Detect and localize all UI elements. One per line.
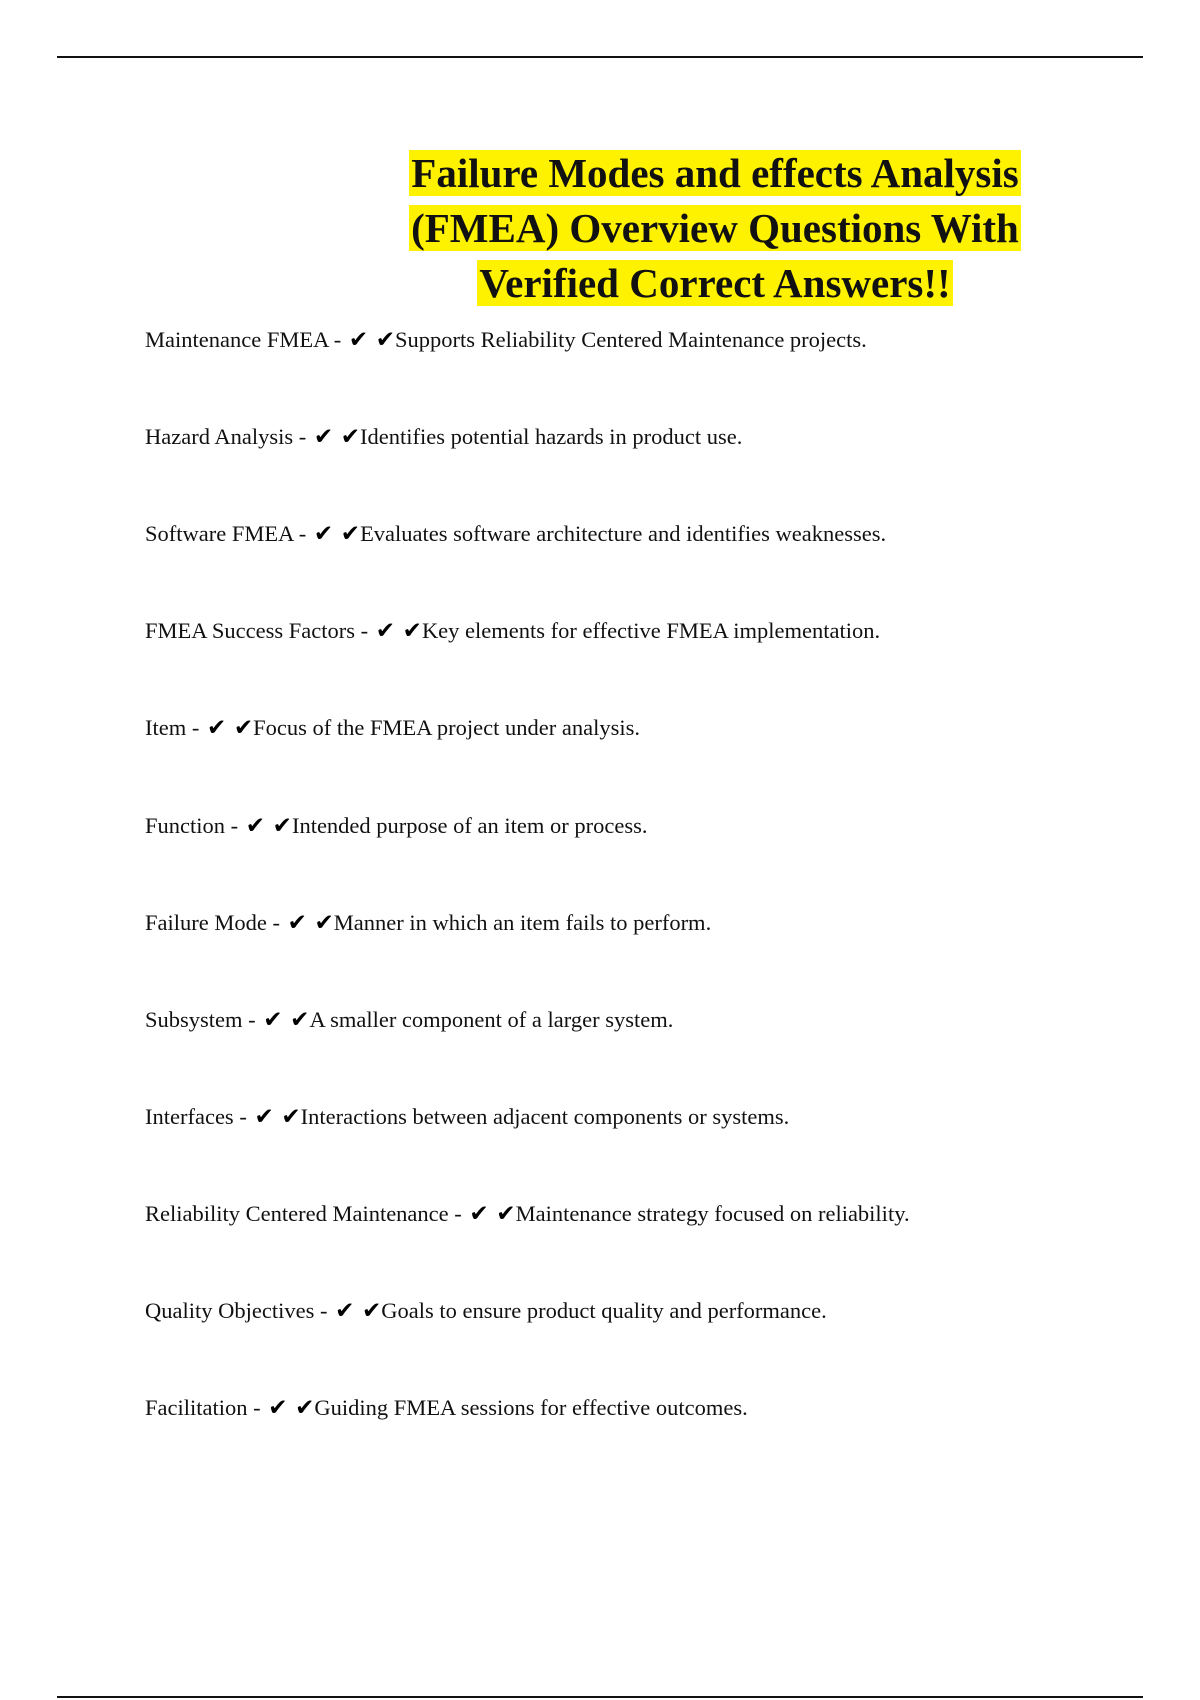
footer-rule (57, 1696, 1143, 1698)
qa-answer: Key elements for effective FMEA implementation. (421, 618, 881, 643)
qa-item (145, 422, 742, 452)
qa-item (145, 1393, 748, 1423)
qa-answer: Supports Reliability Centered Maintenance projects. (395, 327, 867, 352)
check-icon: ✔ (272, 813, 292, 839)
check-icon: ✔ (362, 1298, 382, 1324)
check-icon: ✔ (335, 1298, 355, 1324)
qa-answer: Guiding FMEA sessions for effective outcomes. (314, 1395, 748, 1420)
separator: - (293, 521, 312, 546)
document-title (380, 146, 1050, 311)
separator: - (314, 1298, 334, 1323)
separator: - (266, 910, 286, 935)
check-icon: ✔ (314, 910, 334, 936)
check-icon: ✔ (313, 521, 334, 547)
qa-answer: Maintenance strategy focused on reliability. (515, 1201, 910, 1226)
check-icon: ✔ (496, 1201, 516, 1227)
check-icon: ✔ (469, 1201, 489, 1227)
check-icon: ✔ (263, 1007, 283, 1033)
qa-answer: Goals to ensure product quality and performance. (381, 1298, 827, 1323)
qa-term: Maintenance FMEA (145, 327, 329, 352)
separator: - (233, 1104, 253, 1129)
qa-item (145, 616, 880, 646)
title-line: Verified Correct Answers!! (479, 260, 951, 306)
check-icon: ✔ (245, 813, 266, 839)
title-line: (FMEA) Overview Questions With (411, 205, 1019, 251)
check-icon: ✔ (313, 424, 334, 450)
check-icon: ✔ (340, 424, 361, 450)
qa-answer: Intended purpose of an item or process. (291, 813, 648, 838)
qa-item (145, 1199, 910, 1229)
check-icon: ✔ (340, 521, 361, 547)
qa-item (145, 908, 711, 938)
check-icon: ✔ (375, 327, 396, 353)
title-line: Failure Modes and effects Analysis (411, 150, 1019, 196)
check-icon: ✔ (233, 715, 254, 741)
qa-answer: Evaluates software architecture and identifies weaknesses. (360, 521, 887, 546)
check-icon: ✔ (254, 1104, 274, 1130)
check-icon: ✔ (375, 618, 396, 644)
check-icon: ✔ (295, 1395, 315, 1421)
separator: - (186, 715, 205, 740)
qa-item (145, 1005, 673, 1035)
qa-term: Subsystem (145, 1007, 243, 1032)
qa-item (145, 325, 867, 355)
check-icon: ✔ (206, 715, 227, 741)
qa-term: Hazard Analysis (145, 424, 294, 449)
qa-term: Item (145, 715, 187, 740)
qa-answer: Interactions between adjacent components or systems. (300, 1104, 790, 1129)
check-icon: ✔ (268, 1395, 288, 1421)
qa-term: Failure Mode (145, 910, 267, 935)
qa-term: Interfaces (145, 1104, 234, 1129)
qa-item (145, 519, 886, 549)
qa-item (145, 811, 647, 841)
check-icon: ✔ (348, 327, 369, 353)
separator: - (225, 813, 244, 838)
qa-item (145, 713, 640, 743)
qa-answer: Focus of the FMEA project under analysis. (253, 715, 640, 740)
qa-term: Facilitation (145, 1395, 248, 1420)
check-icon: ✔ (281, 1104, 301, 1130)
check-icon: ✔ (290, 1007, 310, 1033)
check-icon: ✔ (287, 910, 307, 936)
qa-term: Reliability Centered Maintenance (145, 1201, 449, 1226)
separator: - (448, 1201, 468, 1226)
qa-answer: Manner in which an item fails to perform. (333, 910, 712, 935)
separator: - (242, 1007, 262, 1032)
qa-term: FMEA Success Factors (145, 618, 355, 643)
separator: - (355, 618, 374, 643)
check-icon: ✔ (402, 618, 422, 644)
qa-answer: Identifies potential hazards in product use. (360, 424, 743, 449)
separator: - (247, 1395, 267, 1420)
qa-answer: A smaller component of a larger system. (309, 1007, 674, 1032)
qa-term: Quality Objectives (145, 1298, 315, 1323)
separator: - (293, 424, 312, 449)
qa-item (145, 1296, 827, 1326)
header-rule (57, 56, 1143, 58)
separator: - (328, 327, 347, 352)
qa-term: Function (145, 813, 226, 838)
qa-item (145, 1102, 789, 1132)
qa-term: Software FMEA (145, 521, 294, 546)
